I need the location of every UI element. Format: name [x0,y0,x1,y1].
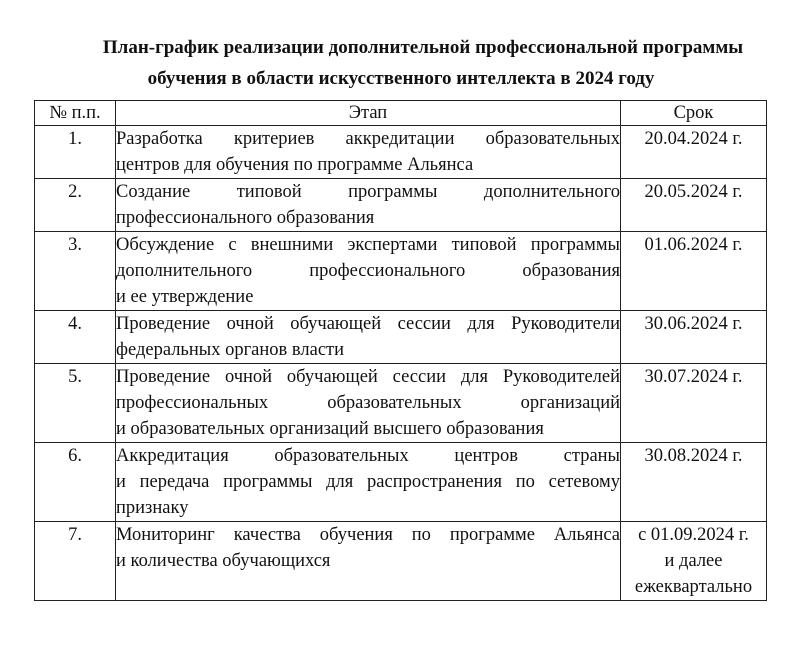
row-deadline [621,311,767,364]
row-deadline [621,179,767,232]
stage-text-line: центров для обучения по программе Альянса [116,155,474,175]
schedule-table [34,100,767,601]
table-row [35,522,767,601]
row-deadline [621,232,767,311]
deadline-text-line: 20.05.2024 г. [644,182,743,202]
stage-text-line: Создание типовой программы дополнительного [116,182,620,202]
deadline-text-line: 30.08.2024 г. [644,446,743,466]
row-stage [116,232,621,311]
stage-text-line: профессионального образования [116,208,375,228]
row-number: 3. [35,232,116,311]
deadline-text-line: с 01.09.2024 г. [638,525,749,545]
header-stage: Этап [116,101,621,126]
stage-text-line: и ее утверждение [116,287,254,307]
row-number: 4. [35,311,116,364]
row-number: 1. [35,126,116,179]
stage-text-line: и образовательных организаций высшего образования [116,419,544,439]
row-number: 7. [35,522,116,601]
stage-text-line: признаку [116,498,189,518]
header-deadline: Срок [621,101,767,126]
table-header-row [35,101,767,126]
row-number: 5. [35,364,116,443]
stage-text-line: Проведение очной обучающей сессии для Руководителей [116,367,620,387]
stage-text-line: и количества обучающихся [116,551,331,571]
deadline-text-line: 20.04.2024 г. [644,129,743,149]
row-number: 2. [35,179,116,232]
row-deadline [621,364,767,443]
table-row [35,311,767,364]
row-number: 6. [35,443,116,522]
stage-text-line: Разработка критериев аккредитации образовательных [116,129,620,149]
row-stage [116,443,621,522]
row-stage [116,311,621,364]
document-title-line-1: План-график реализации дополнительной профессиональной программы [102,37,744,58]
table-row [35,232,767,311]
deadline-text-line: 01.06.2024 г. [644,235,743,255]
stage-text-line: Аккредитация образовательных центров страны [116,446,620,466]
stage-text-line: дополнительного профессионального образования [116,261,620,281]
stage-text-line: федеральных органов власти [116,340,345,360]
row-deadline [621,443,767,522]
deadline-text-line: 30.06.2024 г. [644,314,743,334]
stage-text-line: Проведение очной обучающей сессии для Руководители [116,314,620,334]
table-row [35,443,767,522]
table-body [35,126,767,601]
document-title-line-2: обучения в области искусственного интеллекта в 2024 году [147,68,655,89]
table-row [35,364,767,443]
table-row [35,179,767,232]
deadline-text-line: и далее [664,551,723,571]
header-number: № п.п. [35,101,116,126]
stage-text-line: Мониторинг качества обучения по программе Альянса [116,525,620,545]
row-stage [116,364,621,443]
row-stage [116,522,621,601]
deadline-text-line: 30.07.2024 г. [644,367,743,387]
deadline-text-line: ежеквартально [634,577,753,597]
row-stage [116,179,621,232]
row-deadline [621,126,767,179]
row-stage [116,126,621,179]
row-deadline [621,522,767,601]
stage-text-line: профессиональных образовательных организаций [116,393,620,413]
stage-text-line: Обсуждение с внешними экспертами типовой программы [116,235,620,255]
stage-text-line: и передача программы для распространения по сетевому [116,472,620,492]
table-row [35,126,767,179]
